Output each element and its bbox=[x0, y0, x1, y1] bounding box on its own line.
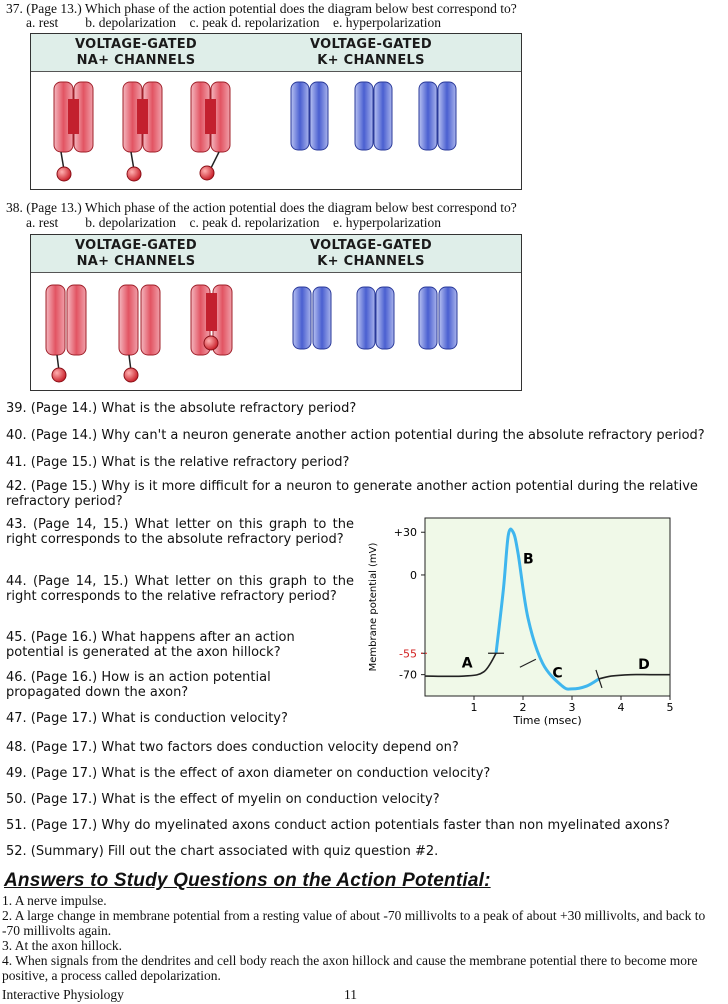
y-axis-label: Membrane potential (mV) bbox=[368, 542, 379, 672]
option-b: b. depolarization bbox=[85, 215, 176, 230]
option-c: c. peak bbox=[189, 215, 228, 230]
option-d: d. repolarization bbox=[231, 15, 320, 30]
x-tick-label: 1 bbox=[470, 701, 478, 714]
phase-label-a: A bbox=[461, 655, 473, 672]
k-channel-2 bbox=[355, 82, 392, 150]
question-42: 42. (Page 15.) Why is it more difficult for a neuron to generate another action potential during the relative refractory period? bbox=[6, 479, 698, 509]
k-channel-2 bbox=[357, 287, 394, 349]
question-44: 44. (Page 14, 15.) What letter on this graph to the right corresponds to the relative refractory period? bbox=[6, 574, 354, 604]
x-tick-label: 5 bbox=[666, 701, 674, 714]
x-axis-label: Time (msec) bbox=[513, 714, 582, 727]
question-45: 45. (Page 16.) What happens after an action potential is generated at the axon hillock? bbox=[6, 630, 295, 660]
answer-1: 1. A nerve impulse. bbox=[2, 893, 107, 908]
question-48: 48. (Page 17.) What two factors does conduction velocity depend on? bbox=[6, 740, 459, 755]
na-channel-2 bbox=[123, 82, 162, 181]
question-49: 49. (Page 17.) What is the effect of axon diameter on conduction velocity? bbox=[6, 766, 491, 781]
k-channels-title: VOLTAGE-GATED K+ CHANNELS bbox=[309, 37, 433, 68]
channel-diagram-38 bbox=[30, 234, 522, 391]
question-43: 43. (Page 14, 15.) What letter on this graph to the right corresponds to the absolute refractory period? bbox=[6, 517, 354, 547]
option-d: d. repolarization bbox=[231, 215, 320, 230]
channels-illustration-38 bbox=[31, 275, 521, 390]
page-number: 11 bbox=[344, 987, 357, 1002]
k-channels-title: VOLTAGE-GATED K+ CHANNELS bbox=[309, 238, 433, 269]
option-e: e. hyperpolarization bbox=[333, 215, 441, 230]
na-channel-2 bbox=[119, 285, 160, 382]
option-c: c. peak bbox=[189, 15, 228, 30]
k-channel-3 bbox=[419, 82, 456, 150]
answer-2: 2. A large change in membrane potential from a resting value of about -70 millivolts to a peak of about +30 millivolts, and back to -70 millivolts again. bbox=[2, 908, 706, 938]
k-channel-1 bbox=[293, 287, 331, 349]
question-46: 46. (Page 16.) How is an action potential propagated down the axon? bbox=[6, 670, 271, 700]
question-37-options bbox=[26, 15, 441, 30]
option-b: b. depolarization bbox=[85, 15, 176, 30]
phase-label-c: C bbox=[552, 665, 563, 682]
answer-3: 3. At the axon hillock. bbox=[2, 938, 122, 953]
question-37: 37. (Page 13.) Which phase of the action potential does the diagram below best correspond to? bbox=[6, 1, 517, 16]
na-channels-title: VOLTAGE-GATED NA+ CHANNELS bbox=[74, 37, 198, 68]
answer-4: 4. When signals from the dendrites and cell body reach the axon hillock and cause the membrane potential there to become more positive, a process called depolarization. bbox=[2, 953, 698, 983]
na-channels-title: VOLTAGE-GATED NA+ CHANNELS bbox=[74, 238, 198, 269]
k-channel-1 bbox=[291, 82, 328, 150]
option-a: a. rest bbox=[26, 15, 59, 30]
action-potential-chart bbox=[360, 512, 680, 730]
na-channel-3 bbox=[191, 285, 232, 355]
channel-diagram-37 bbox=[30, 33, 522, 190]
option-a: a. rest bbox=[26, 215, 59, 230]
phase-label-d: D bbox=[638, 656, 650, 673]
question-40: 40. (Page 14.) Why can't a neuron generate another action potential during the absolute refractory period? bbox=[6, 428, 705, 443]
y-tick-label: -55 bbox=[399, 647, 417, 661]
x-tick-label: 2 bbox=[519, 701, 527, 714]
x-tick-label: 3 bbox=[568, 701, 576, 714]
answers-heading: Answers to Study Questions on the Action Potential: bbox=[4, 870, 491, 891]
footer-title: Interactive Physiology bbox=[2, 987, 124, 1002]
question-38-options bbox=[26, 215, 441, 230]
y-tick-label: +30 bbox=[393, 526, 417, 540]
question-50: 50. (Page 17.) What is the effect of myelin on conduction velocity? bbox=[6, 792, 440, 807]
phase-label-b: B bbox=[523, 551, 534, 568]
na-channel-1 bbox=[46, 285, 86, 382]
question-52: 52. (Summary) Fill out the chart associated with quiz question #2. bbox=[6, 844, 439, 859]
question-47: 47. (Page 17.) What is conduction velocity? bbox=[6, 711, 288, 726]
question-51: 51. (Page 17.) Why do myelinated axons conduct action potentials faster than non myelinated axons? bbox=[6, 818, 670, 833]
y-tick-label: -70 bbox=[399, 668, 417, 682]
na-channel-3 bbox=[191, 82, 230, 180]
question-38: 38. (Page 13.) Which phase of the action potential does the diagram below best correspond to? bbox=[6, 200, 517, 215]
k-channel-3 bbox=[419, 287, 457, 349]
question-39: 39. (Page 14.) What is the absolute refractory period? bbox=[6, 401, 357, 416]
x-tick-label: 4 bbox=[617, 701, 625, 714]
na-channel-1 bbox=[54, 82, 93, 181]
option-e: e. hyperpolarization bbox=[333, 15, 441, 30]
question-41: 41. (Page 15.) What is the relative refractory period? bbox=[6, 455, 350, 470]
channels-illustration-37 bbox=[31, 74, 521, 189]
y-tick-label: 0 bbox=[410, 568, 417, 582]
